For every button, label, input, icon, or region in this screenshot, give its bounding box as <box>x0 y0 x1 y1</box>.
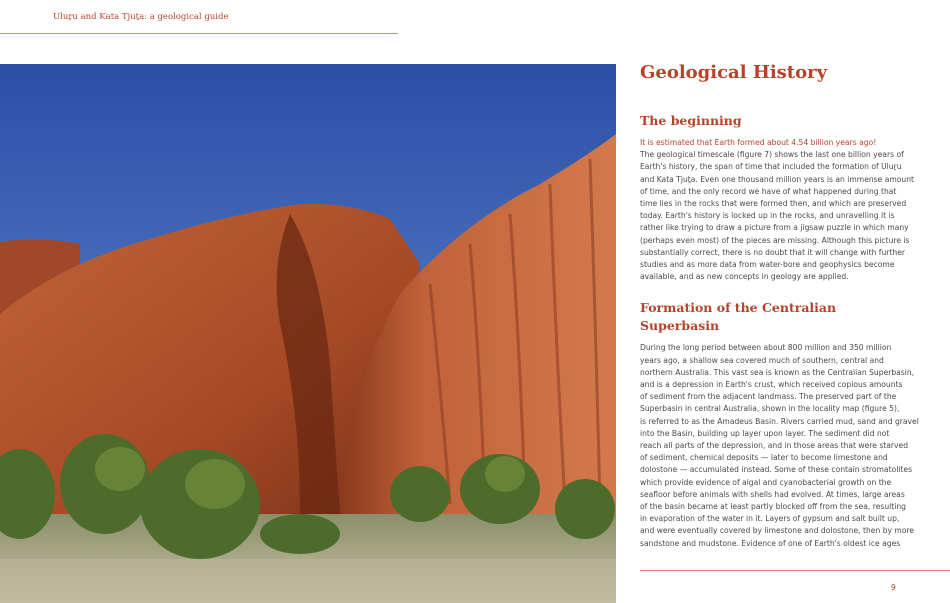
lead-sentence: It is estimated that Earth formed about 4.54 billion years ago! <box>640 138 877 147</box>
text-line: is referred to as the Amadeus Basin. Rivers carried mud, sand and gravel <box>640 416 919 426</box>
text-line: and Kata Tjuṯa. Even one thousand million years is an immense amount <box>640 174 915 184</box>
text-line: of time, and the only record we have of what happened during that <box>640 186 897 196</box>
text-line: The geological timescale (figure 7) shows the last one billion years of <box>640 150 904 160</box>
paragraph-superbasin <box>640 342 919 549</box>
header-rule <box>0 33 398 34</box>
text-line: and were eventually covered by limestone and dolostone, then by more <box>640 526 915 536</box>
text-line: rather like trying to draw a picture from a jigsaw puzzle in which many <box>640 223 909 233</box>
text-line: northern Australia. This vast sea is known as the Centralian Superbasin, <box>640 367 915 377</box>
paragraph-beginning <box>640 149 915 283</box>
text-line: into the Basin, building up layer upon layer. The sediment did not <box>640 428 890 438</box>
section-heading-beginning: The beginning <box>640 113 742 128</box>
text-line: Earth's history, the span of time that included the formation of Uluṟu <box>640 162 902 172</box>
section-heading-centralian-superbasin: Formation of the Centralian Superbasin <box>640 300 837 334</box>
page-number: 9 <box>891 583 896 592</box>
text-line: of sediment from the adjacent landmass. The preserved part of the <box>640 392 897 402</box>
text-line: reach all parts of the depression, and in those areas that were starved <box>640 441 909 451</box>
text-line: time lies in the rocks that were formed then, and which are preserved <box>640 199 907 209</box>
text-line: substantially correct, there is no doubt that it will change with further <box>640 247 905 257</box>
text-line: today. Earth's history is locked up in the rocks, and unravelling it is <box>640 211 895 221</box>
text-line: seafloor before animals with shells had evolved. At times, large areas <box>640 489 905 499</box>
text-line: of sediment, chemical deposits — later to become limestone and <box>640 453 888 463</box>
text-line: and is a depression in Earth's crust, which received copious amounts <box>640 380 903 390</box>
text-line: sandstone and mudstone. Evidence of one of Earth's oldest ice ages <box>640 538 901 548</box>
text-line: of the basin became at least partly blocked off from the sea, resulting <box>640 502 906 512</box>
page-title: Geological History <box>640 62 828 83</box>
text-line: (perhaps even most) of the pieces are missing. Although this picture is <box>640 235 910 245</box>
text-line: dolostone — accumulated instead. Some of these contain stromatolites <box>640 465 913 475</box>
article-column <box>640 59 919 550</box>
running-head: Uluṟu and Kata Tjuṯa: a geological guide <box>53 12 229 22</box>
text-line: During the long period between about 800 million and 350 million <box>640 343 892 353</box>
text-line: years ago, a shallow sea covered much of southern, central and <box>640 355 884 365</box>
text-line: studies and as more data from water-bore and geophysics become <box>640 260 895 270</box>
text-line: available, and as new concepts in geology are applied. <box>640 272 849 282</box>
uluru-rock-photo <box>0 64 616 603</box>
footer-rule <box>640 570 950 571</box>
text-line: Superbasin in central Australia, shown in the locality map (figure 5), <box>640 404 900 414</box>
text-line: in evaporation of the water in it. Layers of gypsum and salt built up, <box>640 514 900 524</box>
text-line: which provide evidence of algal and cyanobacterial growth on the <box>640 477 892 487</box>
